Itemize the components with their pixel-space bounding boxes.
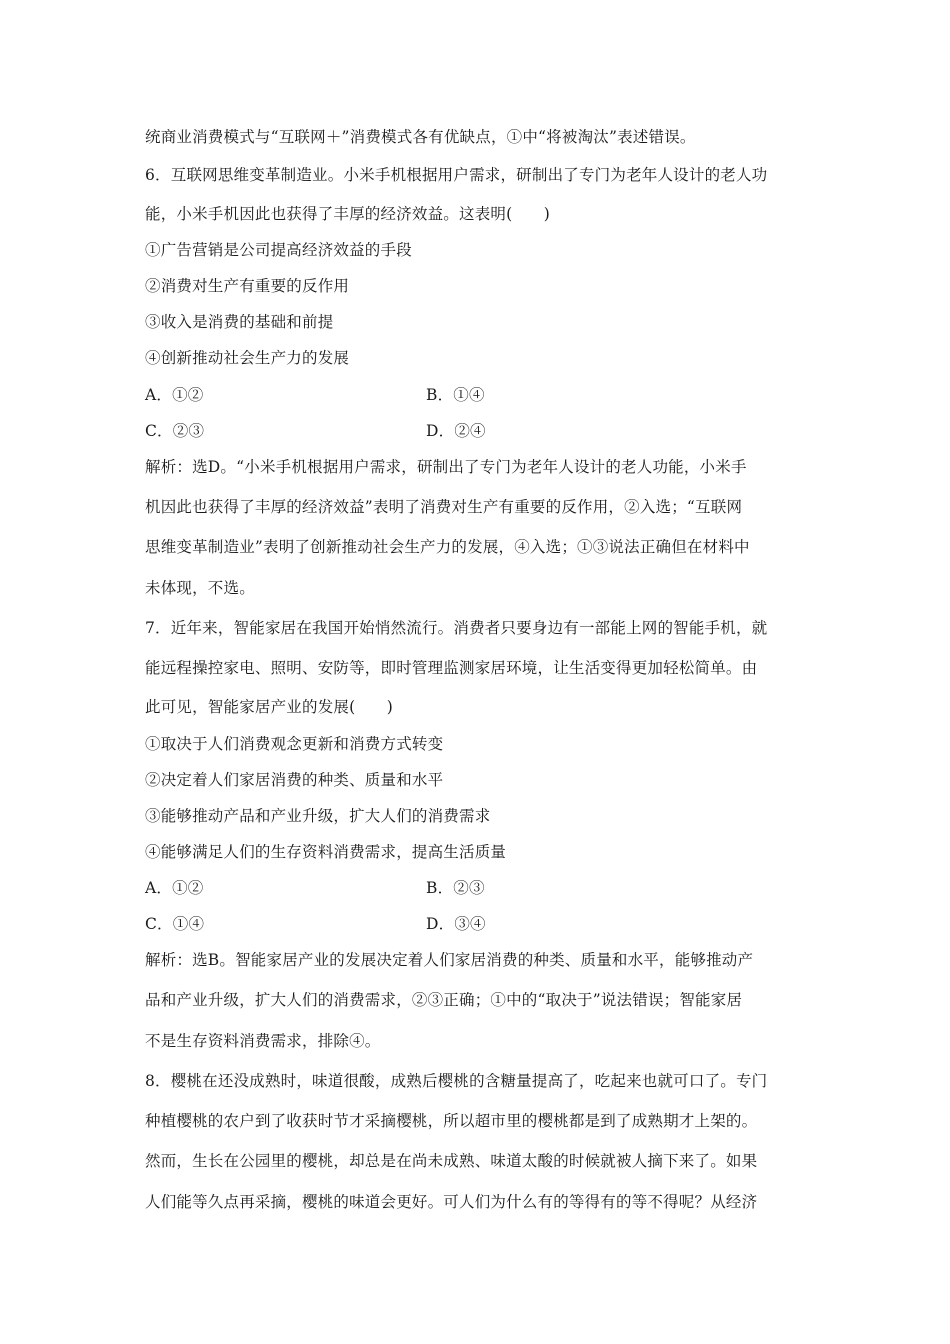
question-6-option-d: D．②④ (426, 422, 486, 440)
question-7-option-c: C．①④ (145, 915, 205, 933)
question-7-statement: ③能够推动产品和产业升级，扩大人们的消费需求 (145, 807, 491, 825)
question-7-statement: ④能够满足人们的生存资料消费需求，提高生活质量 (145, 843, 507, 861)
question-6-option-c: C．②③ (145, 422, 205, 440)
question-6-statement: ④创新推动社会生产力的发展 (145, 349, 350, 367)
question-6-analysis: 解析：选D。“小米手机根据用户需求，研制出了专门为老年人设计的老人功能，小米手 (145, 458, 747, 476)
question-6-statement: ②消费对生产有重要的反作用 (145, 277, 350, 295)
question-7-stem: 此可见，智能家居产业的发展( ) (145, 698, 393, 716)
question-7-stem: 能远程操控家电、照明、安防等，即时管理监测家居环境，让生活变得更加轻松简单。由 (145, 659, 758, 677)
question-6-statement: ①广告营销是公司提高经济效益的手段 (145, 241, 412, 259)
question-6-option-a: A．①② (145, 386, 204, 404)
question-8-stem: 然而，生长在公园里的樱桃，却总是在尚未成熟、味道太酸的时候就被人摘下来了。如果 (145, 1152, 758, 1170)
question-6-stem: 6．互联网思维变革制造业。小米手机根据用户需求，研制出了专门为老年人设计的老人功 (145, 166, 768, 184)
question-8-stem: 8．樱桃在还没成熟时，味道很酸，成熟后樱桃的含糖量提高了，吃起来也就可口了。专门 (145, 1072, 768, 1090)
question-6-stem: 能，小米手机因此也获得了丰厚的经济效益。这表明( ) (145, 205, 550, 223)
question-7-statement: ②决定着人们家居消费的种类、质量和水平 (145, 771, 444, 789)
question-6-analysis: 机因此也获得了丰厚的经济效益”表明了消费对生产有重要的反作用，②入选；“互联网 (145, 498, 743, 516)
question-6-statement: ③收入是消费的基础和前提 (145, 313, 334, 331)
text-line: 统商业消费模式与“互联网＋”消费模式各有优缺点，①中“将被淘汰”表述错误。 (145, 128, 696, 146)
question-6-option-b: B．①④ (426, 386, 485, 404)
question-7-analysis: 品和产业升级，扩大人们的消费需求，②③正确；①中的“取决于”说法错误；智能家居 (145, 991, 743, 1009)
question-7-stem: 7．近年来，智能家居在我国开始悄然流行。消费者只要身边有一部能上网的智能手机，就 (145, 619, 768, 637)
question-6-analysis: 未体现，不选。 (145, 579, 255, 597)
question-7-analysis: 解析：选B。智能家居产业的发展决定着人们家居消费的种类、质量和水平，能够推动产 (145, 951, 754, 969)
question-6-analysis: 思维变革制造业”表明了创新推动社会生产力的发展，④入选；①③说法正确但在材料中 (145, 538, 750, 556)
question-7-option-a: A．①② (145, 879, 204, 897)
question-7-statement: ①取决于人们消费观念更新和消费方式转变 (145, 735, 444, 753)
question-8-stem: 人们能等久点再采摘，樱桃的味道会更好。可人们为什么有的等得有的等不得呢？从经济 (145, 1193, 758, 1211)
question-7-option-d: D．③④ (426, 915, 486, 933)
question-7-analysis: 不是生存资料消费需求，排除④。 (145, 1032, 381, 1050)
question-7-option-b: B．②③ (426, 879, 485, 897)
question-8-stem: 种植樱桃的农户到了收获时节才采摘樱桃，所以超市里的樱桃都是到了成熟期才上架的。 (145, 1112, 758, 1130)
